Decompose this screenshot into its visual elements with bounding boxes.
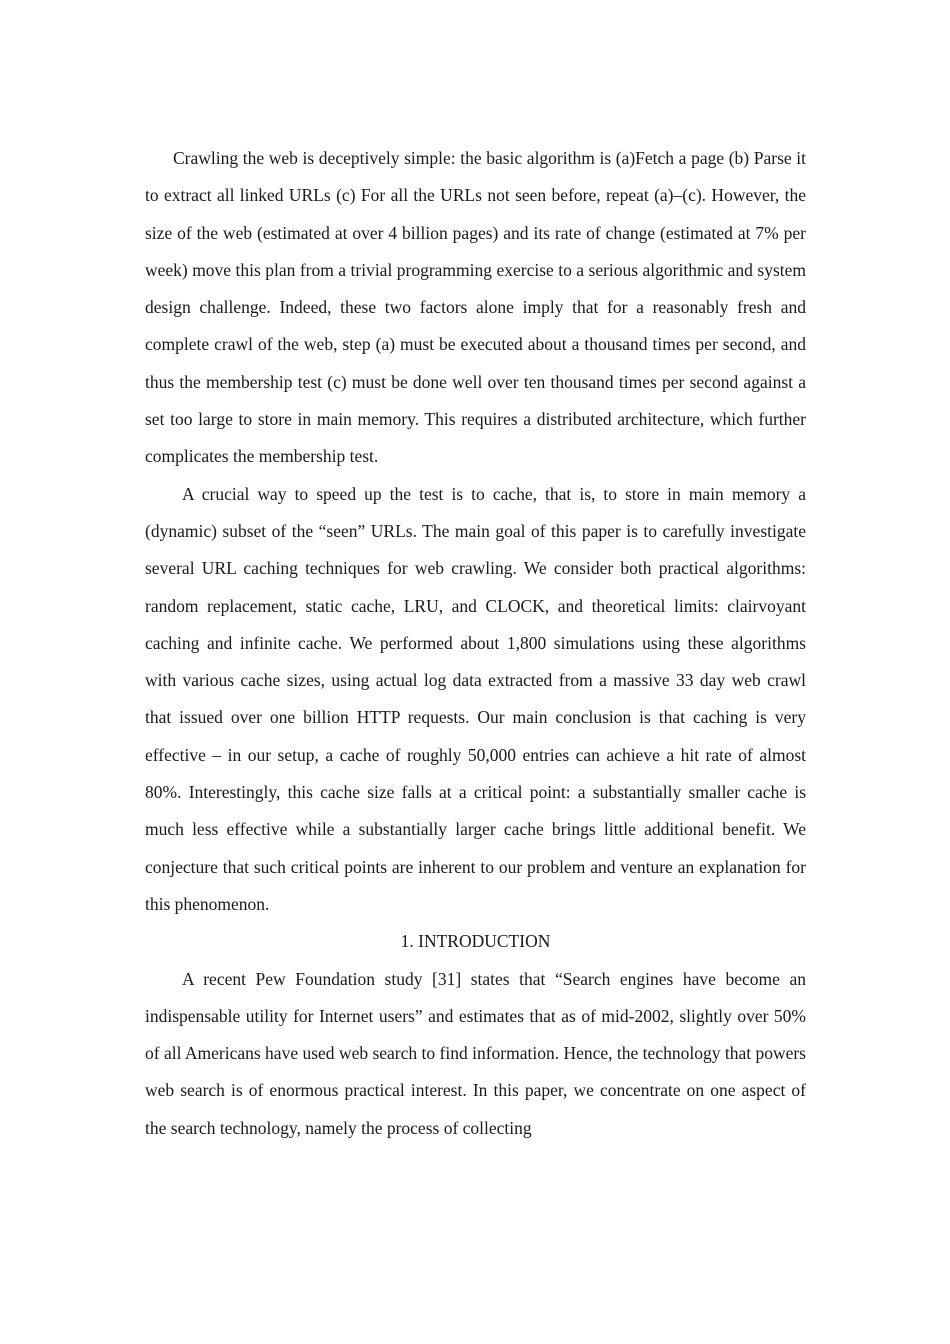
abstract-paragraph-1: Crawling the web is deceptively simple: the basic algorithm is (a)Fetch a page (b) Parse it to extract all linked URLs (c) For all the URLs not seen before, repeat (a)–(c). However, the size of the web (estimated at over 4 billion pages) and its rate of change (estimated at 7% per week) move this plan from a trivial programming exercise to a serious algorithmic and system design challenge. Indeed, these two factors alone imply that for a reasonably fresh and complete crawl of the web, step (a) must be executed about a thousand times per second, and thus the membership test (c) must be done well over ten thousand times per second against a set too large to store in main memory. This requires a distributed architecture, which further complicates the membership test. xyxy=(145,148,806,467)
document-body xyxy=(145,140,806,1147)
section-heading-introduction: 1. INTRODUCTION xyxy=(400,931,551,952)
abstract-paragraph-2: A crucial way to speed up the test is to cache, that is, to store in main memory a (dynamic) subset of the “seen” URLs. The main goal of this paper is to carefully investigate several URL caching techniques for web crawling. We consider both practical algorithms: random replacement, static cache, LRU, and CLOCK, and theoretical limits: clairvoyant caching and infinite cache. We performed about 1,800 simulations using these algorithms with various cache sizes, using actual log data extracted from a massive 33 day web crawl that issued over one billion HTTP requests. Our main conclusion is that caching is very effective – in our setup, a cache of roughly 50,000 entries can achieve a hit rate of almost 80%. Interestingly, this cache size falls at a critical point: a substantially smaller cache is much less effective while a substantially larger cache brings little additional benefit. We conjecture that such critical points are inherent to our problem and venture an explanation for this phenomenon. xyxy=(145,483,806,914)
introduction-paragraph-1: A recent Pew Foundation study [31] states that “Search engines have become an indispensable utility for Internet users” and estimates that as of mid-2002, slightly over 50% of all Americans have used web search to find information. Hence, the technology that powers web search is of enormous practical interest. In this paper, we concentrate on one aspect of the search technology, namely the process of collecting xyxy=(145,968,806,1138)
